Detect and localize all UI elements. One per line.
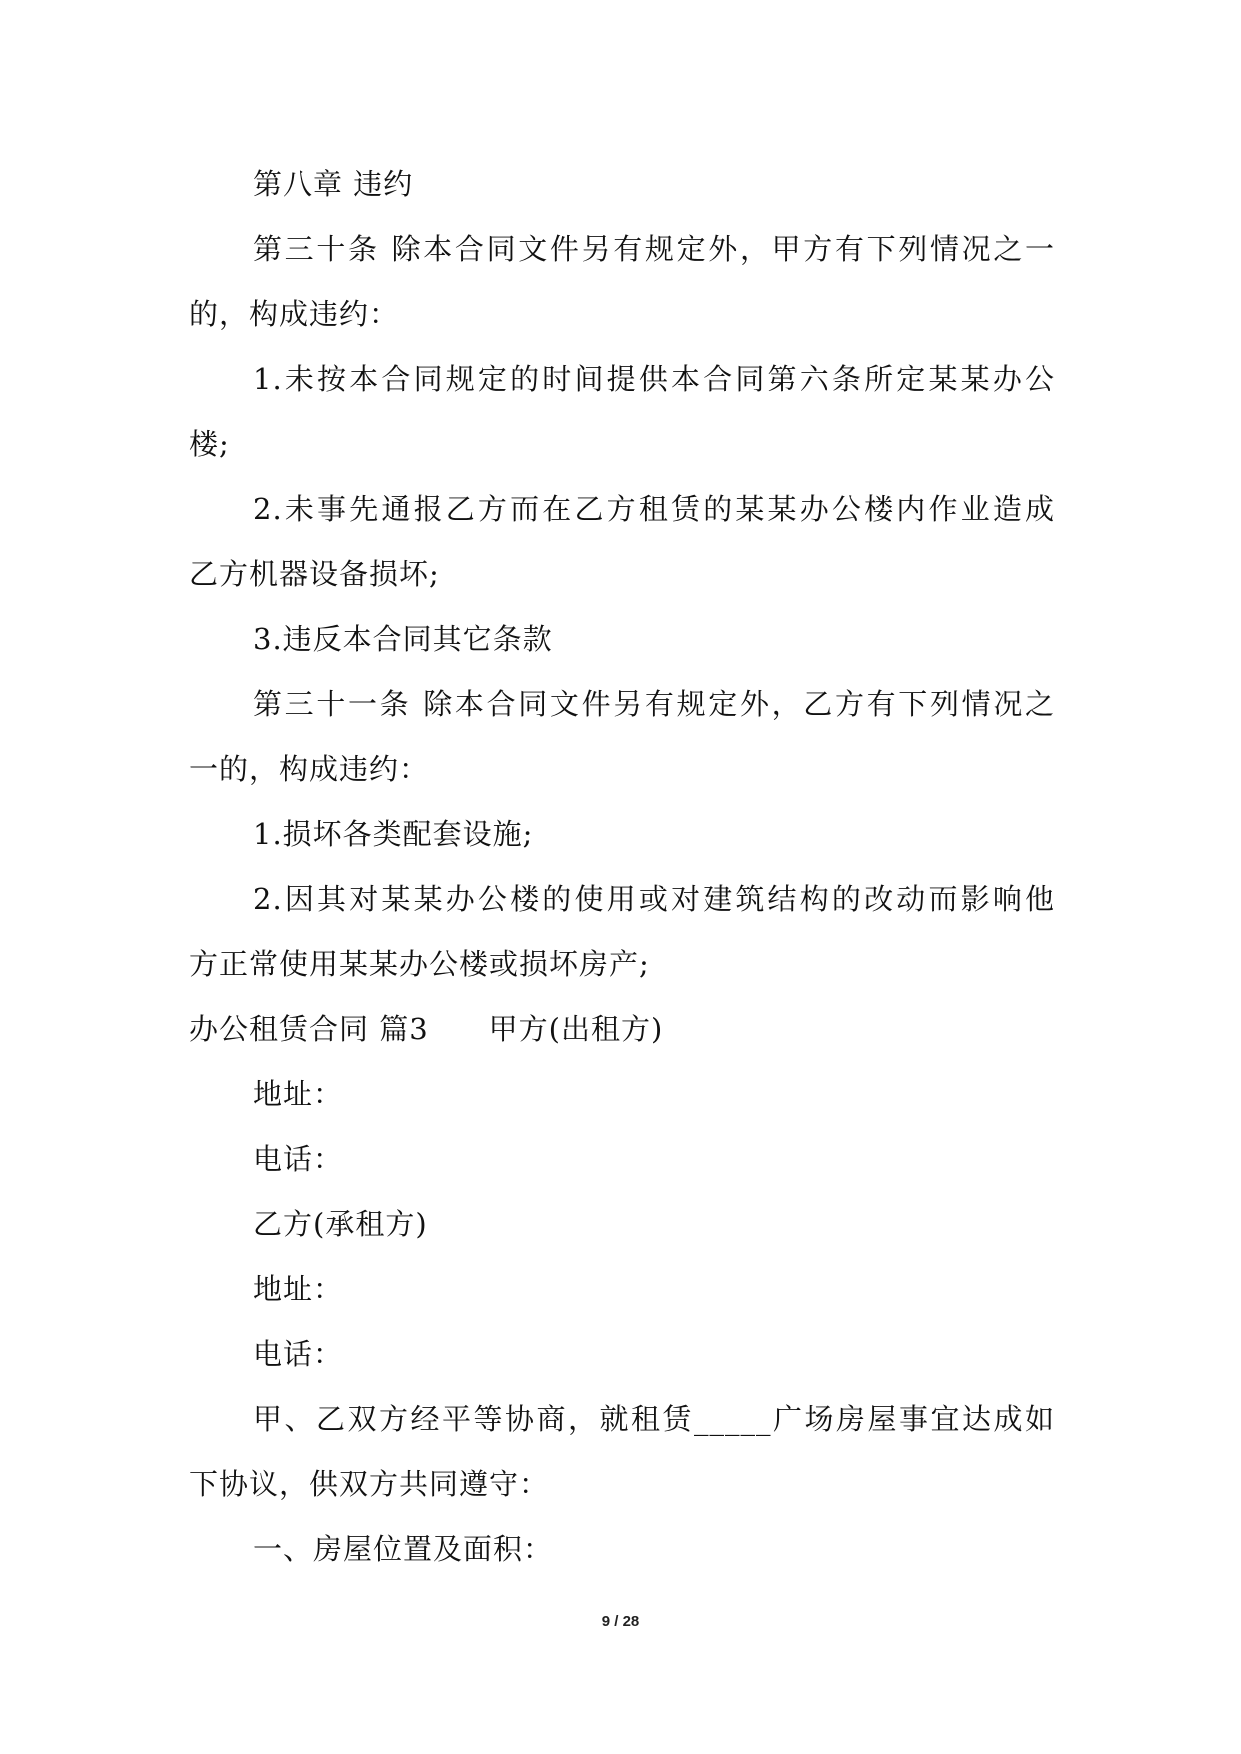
agreement-intro-line-1: 甲、乙双方经平等协商，就租赁_____广场房屋事宜达成如 [253,1402,1055,1436]
article-30-item-3: 3.违反本合同其它条款 [253,622,553,656]
article-30-item-2-line-1: 2.未事先通报乙方而在乙方租赁的某某办公楼内作业造成 [253,492,1055,526]
article-30-line-2: 的，构成违约： [189,297,400,331]
party-b-phone: 电话： [253,1337,344,1371]
party-b-address: 地址： [253,1272,344,1306]
party-b-label: 乙方(承租方) [253,1207,428,1241]
article-31-item-2-line-2: 方正常使用某某办公楼或损坏房产; [189,947,650,981]
party-a-phone: 电话： [253,1142,344,1176]
article-30-item-1-line-1: 1.未按本合同规定的时间提供本合同第六条所定某某办公 [253,362,1055,396]
agreement-intro-line-2: 下协议，供双方共同遵守： [189,1467,550,1501]
article-31-line-2: 一的，构成违约： [189,752,430,786]
article-30-item-2-line-2: 乙方机器设备损坏; [189,557,440,591]
contract-title-line [189,1009,1059,1049]
party-a-label: 甲方(出租方) [488,1012,664,1046]
contract-title: 办公租赁合同 篇3 [189,1012,429,1046]
section-1-heading: 一、房屋位置及面积： [253,1532,554,1566]
page-number: 9 / 28 [601,1613,640,1630]
article-30-line-1: 第三十条 除本合同文件另有规定外，甲方有下列情况之一 [253,232,1055,266]
article-31-line-1: 第三十一条 除本合同文件另有规定外，乙方有下列情况之 [253,687,1055,721]
party-a-address: 地址： [253,1077,344,1111]
article-30-item-1-line-2: 楼; [189,427,230,461]
article-31-item-1: 1.损坏各类配套设施; [253,817,534,851]
article-31-item-2-line-1: 2.因其对某某办公楼的使用或对建筑结构的改动而影响他 [253,882,1055,916]
chapter-heading: 第八章 违约 [253,167,414,201]
